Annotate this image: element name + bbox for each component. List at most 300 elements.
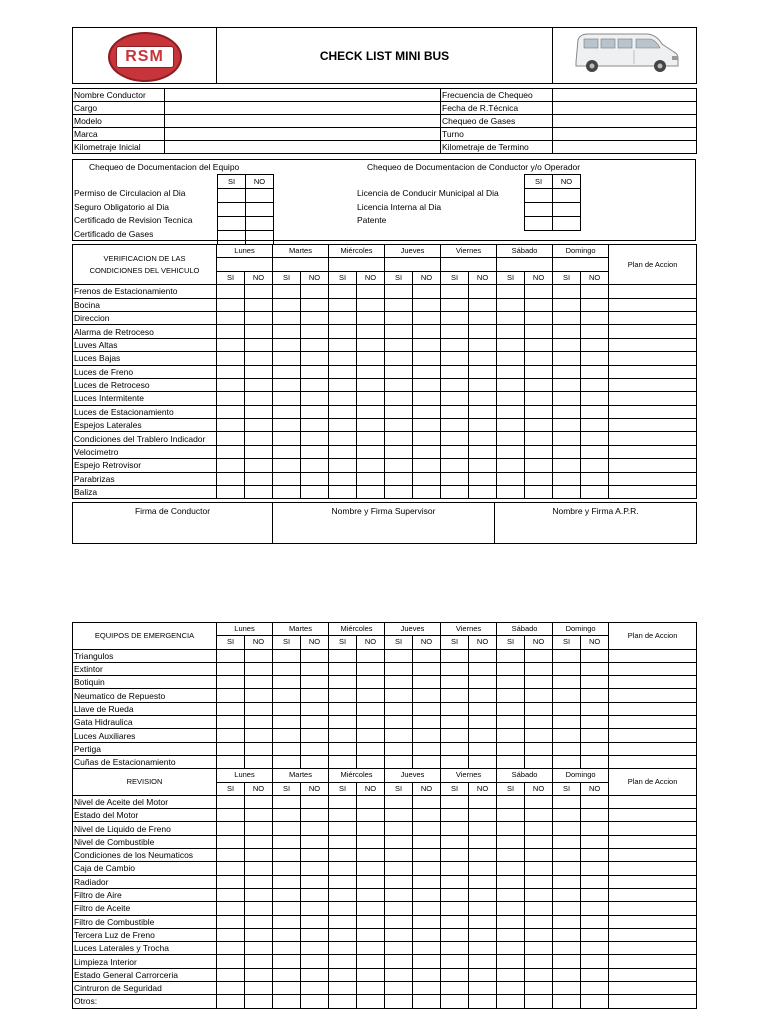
no-checkbox[interactable] — [357, 405, 385, 418]
no-checkbox[interactable] — [581, 689, 609, 702]
si-checkbox[interactable] — [553, 472, 581, 485]
si-checkbox[interactable] — [497, 365, 525, 378]
si-checkbox[interactable] — [441, 338, 469, 351]
no-checkbox[interactable] — [357, 338, 385, 351]
si-checkbox[interactable] — [553, 888, 581, 901]
si-checkbox[interactable] — [553, 378, 581, 391]
si-checkbox[interactable] — [329, 649, 357, 662]
no-checkbox[interactable] — [245, 862, 273, 875]
si-checkbox[interactable] — [273, 915, 301, 928]
si-checkbox[interactable] — [497, 822, 525, 835]
si-checkbox[interactable] — [329, 689, 357, 702]
no-checkbox[interactable] — [245, 325, 273, 338]
no-checkbox[interactable] — [357, 486, 385, 499]
no-checkbox[interactable] — [413, 915, 441, 928]
no-checkbox[interactable] — [357, 729, 385, 742]
plan-accion-field[interactable] — [609, 392, 697, 405]
si-checkbox[interactable] — [441, 742, 469, 755]
no-checkbox[interactable] — [357, 432, 385, 445]
si-checkbox[interactable] — [497, 982, 525, 995]
no-checkbox[interactable] — [245, 445, 273, 458]
no-checkbox[interactable] — [525, 486, 553, 499]
no-checkbox[interactable] — [357, 928, 385, 941]
no-checkbox[interactable] — [245, 888, 273, 901]
si-checkbox[interactable] — [497, 352, 525, 365]
si-checkbox[interactable] — [385, 662, 413, 675]
si-checkbox[interactable] — [273, 942, 301, 955]
si-checkbox[interactable] — [273, 419, 301, 432]
si-checkbox[interactable] — [553, 729, 581, 742]
si-checkbox[interactable] — [273, 298, 301, 311]
si-checkbox[interactable] — [385, 486, 413, 499]
si-checkbox[interactable] — [329, 352, 357, 365]
no-checkbox[interactable] — [581, 378, 609, 391]
si-checkbox[interactable] — [385, 459, 413, 472]
si-checkbox[interactable] — [218, 231, 246, 245]
si-checkbox[interactable] — [329, 822, 357, 835]
no-checkbox[interactable] — [301, 888, 329, 901]
no-checkbox[interactable] — [245, 432, 273, 445]
si-checkbox[interactable] — [273, 311, 301, 324]
no-checkbox[interactable] — [357, 689, 385, 702]
no-checkbox[interactable] — [525, 995, 553, 1008]
no-checkbox[interactable] — [301, 405, 329, 418]
plan-accion-field[interactable] — [609, 311, 697, 324]
si-checkbox[interactable] — [553, 338, 581, 351]
si-checkbox[interactable] — [329, 392, 357, 405]
plan-accion-field[interactable] — [609, 955, 697, 968]
no-checkbox[interactable] — [581, 459, 609, 472]
plan-accion-field[interactable] — [609, 928, 697, 941]
plan-accion-field[interactable] — [609, 995, 697, 1008]
no-checkbox[interactable] — [413, 888, 441, 901]
no-checkbox[interactable] — [413, 311, 441, 324]
plan-accion-field[interactable] — [609, 968, 697, 981]
no-checkbox[interactable] — [581, 472, 609, 485]
no-checkbox[interactable] — [357, 285, 385, 298]
si-checkbox[interactable] — [217, 472, 245, 485]
si-checkbox[interactable] — [217, 432, 245, 445]
plan-accion-field[interactable] — [609, 742, 697, 755]
si-checkbox[interactable] — [217, 285, 245, 298]
si-checkbox[interactable] — [217, 849, 245, 862]
si-checkbox[interactable] — [217, 459, 245, 472]
si-checkbox[interactable] — [217, 995, 245, 1008]
si-checkbox[interactable] — [385, 352, 413, 365]
si-checkbox[interactable] — [217, 392, 245, 405]
si-checkbox[interactable] — [441, 445, 469, 458]
si-checkbox[interactable] — [329, 298, 357, 311]
si-checkbox[interactable] — [525, 189, 553, 203]
si-checkbox[interactable] — [217, 755, 245, 768]
si-checkbox[interactable] — [273, 928, 301, 941]
no-checkbox[interactable] — [301, 795, 329, 808]
no-checkbox[interactable] — [469, 795, 497, 808]
no-checkbox[interactable] — [469, 662, 497, 675]
no-checkbox[interactable] — [301, 445, 329, 458]
no-checkbox[interactable] — [525, 809, 553, 822]
si-checkbox[interactable] — [441, 928, 469, 941]
si-checkbox[interactable] — [497, 942, 525, 955]
si-checkbox[interactable] — [217, 325, 245, 338]
si-checkbox[interactable] — [441, 982, 469, 995]
si-checkbox[interactable] — [441, 862, 469, 875]
si-checkbox[interactable] — [441, 311, 469, 324]
si-checkbox[interactable] — [385, 955, 413, 968]
si-checkbox[interactable] — [497, 676, 525, 689]
no-checkbox[interactable] — [581, 915, 609, 928]
no-checkbox[interactable] — [245, 419, 273, 432]
plan-accion-field[interactable] — [609, 702, 697, 715]
si-checkbox[interactable] — [553, 405, 581, 418]
si-checkbox[interactable] — [441, 995, 469, 1008]
si-checkbox[interactable] — [273, 445, 301, 458]
no-checkbox[interactable] — [245, 835, 273, 848]
si-checkbox[interactable] — [441, 432, 469, 445]
no-checkbox[interactable] — [525, 311, 553, 324]
no-checkbox[interactable] — [357, 662, 385, 675]
no-checkbox[interactable] — [301, 729, 329, 742]
no-checkbox[interactable] — [245, 995, 273, 1008]
si-checkbox[interactable] — [441, 702, 469, 715]
si-checkbox[interactable] — [273, 755, 301, 768]
no-checkbox[interactable] — [469, 862, 497, 875]
si-checkbox[interactable] — [497, 995, 525, 1008]
si-checkbox[interactable] — [385, 915, 413, 928]
si-checkbox[interactable] — [385, 298, 413, 311]
si-checkbox[interactable] — [441, 365, 469, 378]
si-checkbox[interactable] — [553, 849, 581, 862]
no-checkbox[interactable] — [357, 968, 385, 981]
no-checkbox[interactable] — [469, 352, 497, 365]
no-checkbox[interactable] — [301, 742, 329, 755]
no-checkbox[interactable] — [581, 338, 609, 351]
si-checkbox[interactable] — [329, 662, 357, 675]
si-checkbox[interactable] — [553, 755, 581, 768]
plan-accion-field[interactable] — [609, 378, 697, 391]
plan-accion-field[interactable] — [609, 809, 697, 822]
si-checkbox[interactable] — [385, 285, 413, 298]
si-checkbox[interactable] — [497, 742, 525, 755]
si-checkbox[interactable] — [497, 809, 525, 822]
si-checkbox[interactable] — [553, 795, 581, 808]
si-checkbox[interactable] — [329, 405, 357, 418]
si-checkbox[interactable] — [385, 888, 413, 901]
plan-accion-field[interactable] — [609, 849, 697, 862]
no-checkbox[interactable] — [301, 352, 329, 365]
si-checkbox[interactable] — [217, 676, 245, 689]
si-checkbox[interactable] — [441, 298, 469, 311]
no-checkbox[interactable] — [413, 755, 441, 768]
si-checkbox[interactable] — [217, 378, 245, 391]
si-checkbox[interactable] — [217, 915, 245, 928]
no-checkbox[interactable] — [469, 689, 497, 702]
no-checkbox[interactable] — [357, 835, 385, 848]
si-checkbox[interactable] — [385, 742, 413, 755]
no-checkbox[interactable] — [469, 716, 497, 729]
plan-accion-field[interactable] — [609, 902, 697, 915]
si-checkbox[interactable] — [441, 486, 469, 499]
no-checkbox[interactable] — [469, 392, 497, 405]
info-value-field[interactable] — [553, 102, 697, 115]
plan-accion-field[interactable] — [609, 285, 697, 298]
si-checkbox[interactable] — [273, 378, 301, 391]
si-checkbox[interactable] — [329, 432, 357, 445]
si-checkbox[interactable] — [497, 702, 525, 715]
no-checkbox[interactable] — [301, 849, 329, 862]
no-checkbox[interactable] — [581, 742, 609, 755]
si-checkbox[interactable] — [441, 419, 469, 432]
no-checkbox[interactable] — [245, 702, 273, 715]
no-checkbox[interactable] — [581, 676, 609, 689]
si-checkbox[interactable] — [441, 716, 469, 729]
no-checkbox[interactable] — [525, 285, 553, 298]
si-checkbox[interactable] — [329, 742, 357, 755]
si-checkbox[interactable] — [273, 472, 301, 485]
no-checkbox[interactable] — [413, 662, 441, 675]
no-checkbox[interactable] — [357, 365, 385, 378]
plan-accion-field[interactable] — [609, 729, 697, 742]
no-checkbox[interactable] — [246, 217, 274, 231]
no-checkbox[interactable] — [525, 338, 553, 351]
plan-accion-field[interactable] — [609, 689, 697, 702]
si-checkbox[interactable] — [553, 835, 581, 848]
no-checkbox[interactable] — [525, 968, 553, 981]
si-checkbox[interactable] — [329, 955, 357, 968]
no-checkbox[interactable] — [581, 795, 609, 808]
no-checkbox[interactable] — [581, 822, 609, 835]
no-checkbox[interactable] — [301, 459, 329, 472]
si-checkbox[interactable] — [441, 809, 469, 822]
no-checkbox[interactable] — [469, 755, 497, 768]
plan-accion-field[interactable] — [609, 432, 697, 445]
no-checkbox[interactable] — [581, 809, 609, 822]
si-checkbox[interactable] — [497, 955, 525, 968]
no-checkbox[interactable] — [469, 902, 497, 915]
plan-accion-field[interactable] — [609, 982, 697, 995]
driver-signature-field[interactable]: Firma de Conductor — [73, 503, 273, 544]
si-checkbox[interactable] — [329, 755, 357, 768]
si-checkbox[interactable] — [329, 729, 357, 742]
plan-accion-field[interactable] — [609, 862, 697, 875]
no-checkbox[interactable] — [525, 432, 553, 445]
no-checkbox[interactable] — [301, 716, 329, 729]
no-checkbox[interactable] — [413, 942, 441, 955]
si-checkbox[interactable] — [553, 968, 581, 981]
no-checkbox[interactable] — [525, 822, 553, 835]
no-checkbox[interactable] — [525, 378, 553, 391]
si-checkbox[interactable] — [497, 755, 525, 768]
no-checkbox[interactable] — [525, 689, 553, 702]
no-checkbox[interactable] — [413, 955, 441, 968]
plan-accion-field[interactable] — [609, 472, 697, 485]
si-checkbox[interactable] — [217, 982, 245, 995]
si-checkbox[interactable] — [385, 702, 413, 715]
no-checkbox[interactable] — [525, 729, 553, 742]
no-checkbox[interactable] — [581, 888, 609, 901]
no-checkbox[interactable] — [245, 849, 273, 862]
no-checkbox[interactable] — [413, 809, 441, 822]
si-checkbox[interactable] — [329, 862, 357, 875]
no-checkbox[interactable] — [469, 915, 497, 928]
si-checkbox[interactable] — [385, 902, 413, 915]
plan-accion-field[interactable] — [609, 649, 697, 662]
si-checkbox[interactable] — [273, 835, 301, 848]
no-checkbox[interactable] — [301, 982, 329, 995]
si-checkbox[interactable] — [329, 472, 357, 485]
no-checkbox[interactable] — [581, 432, 609, 445]
no-checkbox[interactable] — [245, 915, 273, 928]
si-checkbox[interactable] — [273, 649, 301, 662]
si-checkbox[interactable] — [553, 311, 581, 324]
no-checkbox[interactable] — [469, 445, 497, 458]
si-checkbox[interactable] — [497, 928, 525, 941]
si-checkbox[interactable] — [497, 649, 525, 662]
si-checkbox[interactable] — [441, 378, 469, 391]
si-checkbox[interactable] — [329, 995, 357, 1008]
si-checkbox[interactable] — [553, 689, 581, 702]
no-checkbox[interactable] — [581, 902, 609, 915]
si-checkbox[interactable] — [385, 729, 413, 742]
si-checkbox[interactable] — [441, 472, 469, 485]
no-checkbox[interactable] — [581, 982, 609, 995]
no-checkbox[interactable] — [301, 835, 329, 848]
si-checkbox[interactable] — [273, 676, 301, 689]
si-checkbox[interactable] — [553, 445, 581, 458]
si-checkbox[interactable] — [217, 702, 245, 715]
no-checkbox[interactable] — [301, 689, 329, 702]
no-checkbox[interactable] — [357, 822, 385, 835]
si-checkbox[interactable] — [441, 649, 469, 662]
plan-accion-field[interactable] — [609, 338, 697, 351]
si-checkbox[interactable] — [441, 729, 469, 742]
no-checkbox[interactable] — [553, 217, 581, 231]
no-checkbox[interactable] — [581, 298, 609, 311]
no-checkbox[interactable] — [301, 338, 329, 351]
si-checkbox[interactable] — [217, 716, 245, 729]
no-checkbox[interactable] — [357, 795, 385, 808]
si-checkbox[interactable] — [553, 928, 581, 941]
no-checkbox[interactable] — [301, 486, 329, 499]
no-checkbox[interactable] — [357, 888, 385, 901]
si-checkbox[interactable] — [217, 902, 245, 915]
no-checkbox[interactable] — [246, 203, 274, 217]
si-checkbox[interactable] — [441, 755, 469, 768]
no-checkbox[interactable] — [581, 862, 609, 875]
si-checkbox[interactable] — [329, 419, 357, 432]
si-checkbox[interactable] — [273, 982, 301, 995]
no-checkbox[interactable] — [246, 231, 274, 245]
no-checkbox[interactable] — [525, 742, 553, 755]
si-checkbox[interactable] — [329, 849, 357, 862]
si-checkbox[interactable] — [441, 662, 469, 675]
si-checkbox[interactable] — [553, 875, 581, 888]
si-checkbox[interactable] — [329, 888, 357, 901]
no-checkbox[interactable] — [301, 928, 329, 941]
si-checkbox[interactable] — [553, 662, 581, 675]
no-checkbox[interactable] — [245, 662, 273, 675]
no-checkbox[interactable] — [301, 702, 329, 715]
no-checkbox[interactable] — [357, 955, 385, 968]
si-checkbox[interactable] — [553, 419, 581, 432]
si-checkbox[interactable] — [385, 365, 413, 378]
si-checkbox[interactable] — [553, 352, 581, 365]
si-checkbox[interactable] — [329, 325, 357, 338]
no-checkbox[interactable] — [525, 445, 553, 458]
no-checkbox[interactable] — [413, 982, 441, 995]
no-checkbox[interactable] — [245, 795, 273, 808]
no-checkbox[interactable] — [525, 862, 553, 875]
info-value-field[interactable] — [165, 141, 441, 154]
no-checkbox[interactable] — [245, 902, 273, 915]
no-checkbox[interactable] — [469, 365, 497, 378]
no-checkbox[interactable] — [301, 902, 329, 915]
no-checkbox[interactable] — [469, 968, 497, 981]
no-checkbox[interactable] — [357, 676, 385, 689]
no-checkbox[interactable] — [525, 902, 553, 915]
no-checkbox[interactable] — [581, 392, 609, 405]
si-checkbox[interactable] — [385, 432, 413, 445]
no-checkbox[interactable] — [581, 942, 609, 955]
si-checkbox[interactable] — [385, 795, 413, 808]
no-checkbox[interactable] — [413, 702, 441, 715]
plan-accion-field[interactable] — [609, 942, 697, 955]
no-checkbox[interactable] — [413, 902, 441, 915]
si-checkbox[interactable] — [273, 862, 301, 875]
si-checkbox[interactable] — [273, 459, 301, 472]
info-value-field[interactable] — [165, 89, 441, 102]
no-checkbox[interactable] — [469, 325, 497, 338]
no-checkbox[interactable] — [581, 445, 609, 458]
no-checkbox[interactable] — [301, 942, 329, 955]
si-checkbox[interactable] — [273, 809, 301, 822]
si-checkbox[interactable] — [217, 862, 245, 875]
plan-accion-field[interactable] — [609, 662, 697, 675]
si-checkbox[interactable] — [273, 729, 301, 742]
no-checkbox[interactable] — [301, 755, 329, 768]
si-checkbox[interactable] — [329, 915, 357, 928]
si-checkbox[interactable] — [553, 702, 581, 715]
no-checkbox[interactable] — [357, 325, 385, 338]
no-checkbox[interactable] — [245, 755, 273, 768]
si-checkbox[interactable] — [553, 392, 581, 405]
no-checkbox[interactable] — [245, 338, 273, 351]
no-checkbox[interactable] — [357, 702, 385, 715]
no-checkbox[interactable] — [357, 419, 385, 432]
si-checkbox[interactable] — [329, 835, 357, 848]
no-checkbox[interactable] — [581, 405, 609, 418]
info-value-field[interactable] — [165, 102, 441, 115]
no-checkbox[interactable] — [413, 298, 441, 311]
si-checkbox[interactable] — [273, 285, 301, 298]
si-checkbox[interactable] — [273, 822, 301, 835]
no-checkbox[interactable] — [245, 486, 273, 499]
no-checkbox[interactable] — [413, 459, 441, 472]
si-checkbox[interactable] — [497, 405, 525, 418]
si-checkbox[interactable] — [385, 689, 413, 702]
no-checkbox[interactable] — [525, 755, 553, 768]
si-checkbox[interactable] — [273, 432, 301, 445]
no-checkbox[interactable] — [581, 311, 609, 324]
no-checkbox[interactable] — [245, 716, 273, 729]
no-checkbox[interactable] — [301, 298, 329, 311]
si-checkbox[interactable] — [217, 649, 245, 662]
si-checkbox[interactable] — [385, 392, 413, 405]
si-checkbox[interactable] — [497, 298, 525, 311]
no-checkbox[interactable] — [413, 995, 441, 1008]
apr-signature-field[interactable]: Nombre y Firma A.P.R. — [495, 503, 697, 544]
no-checkbox[interactable] — [413, 928, 441, 941]
